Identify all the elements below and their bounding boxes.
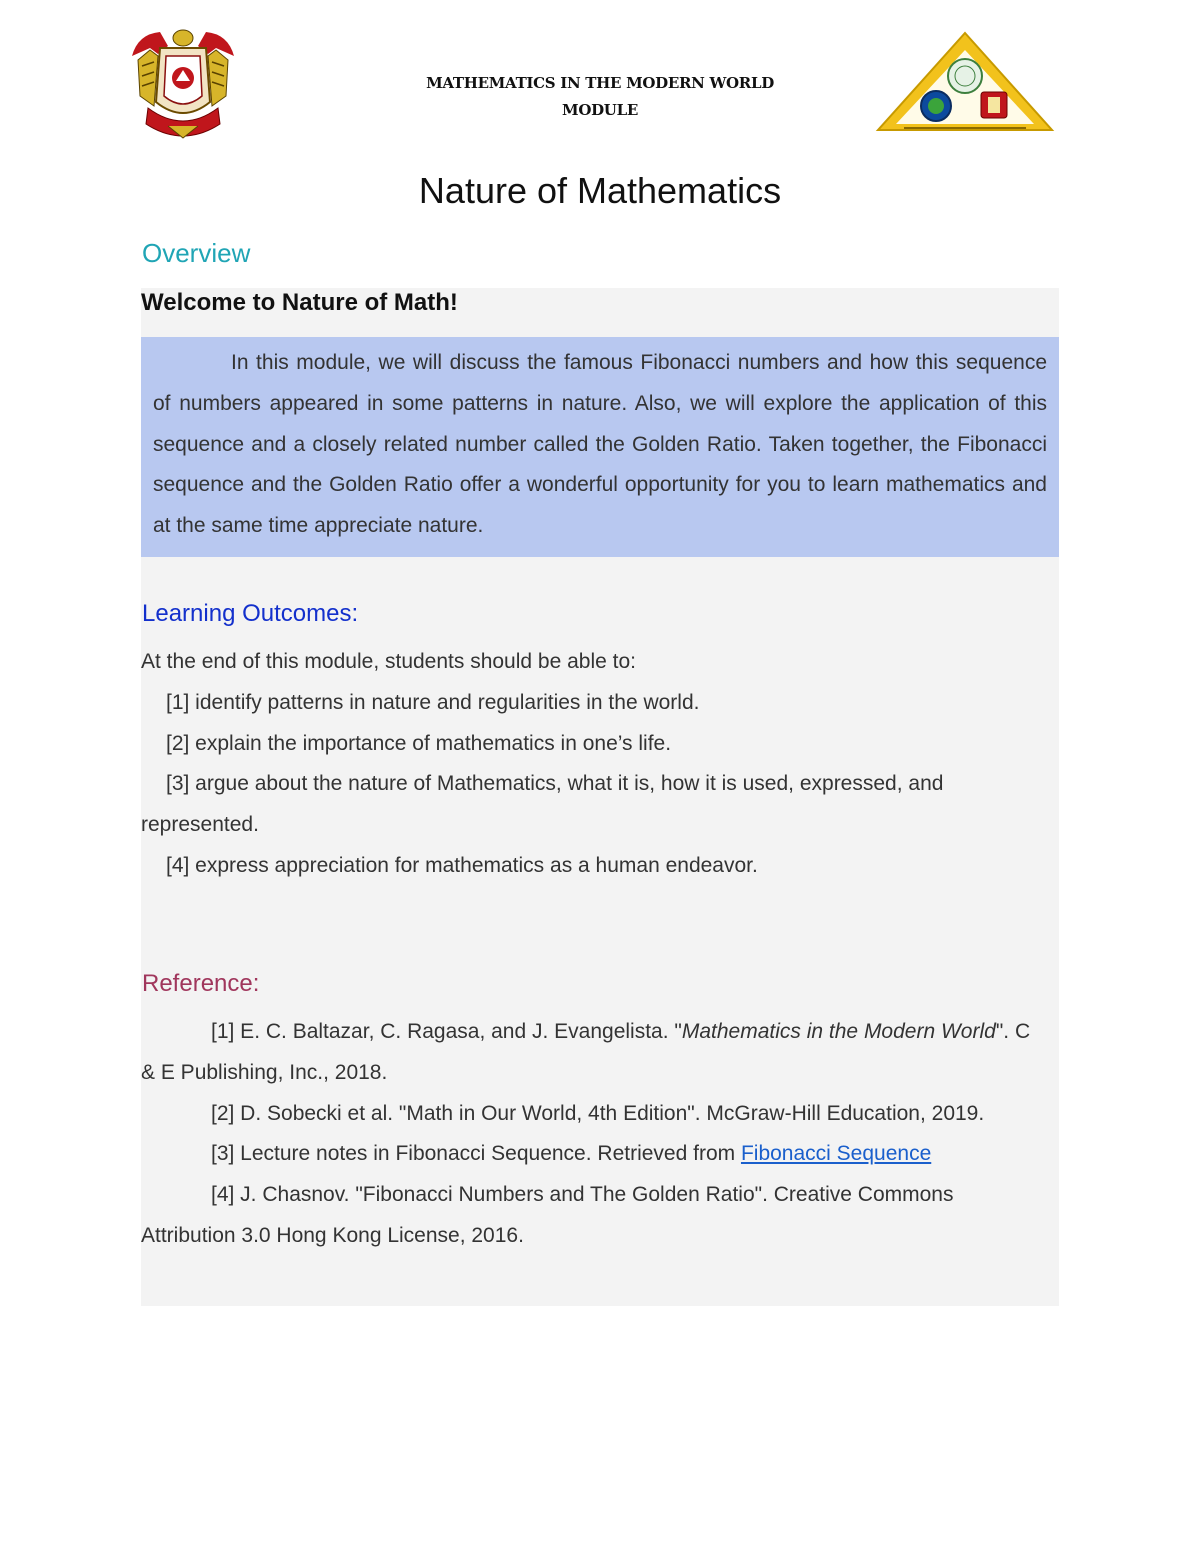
learning-outcomes-list (141, 642, 1046, 887)
module-header (400, 70, 800, 124)
overview-heading: Overview (142, 238, 251, 268)
outcome-item: [2] explain the importance of mathematics in one’s life. (166, 731, 672, 755)
reference-item-4: [4] J. Chasnov. "Fibonacci Numbers and The Golden Ratio". Creative Commons Attribution 3.0 Hong Kong License, 2016. (141, 1183, 954, 1247)
reference-list (141, 1012, 1046, 1257)
intro-paragraph: In this module, we will discuss the famous Fibonacci numbers and how this sequence of numbers appeared in some patterns in nature. Also, we will explore the application of this sequence and a closely related number called the Golden Ratio. Taken together, the Fibonacci sequence and the Golden Ratio offer a wonderful opportunity for you to learn mathematics and at the same time appreciate nature. (153, 351, 1047, 538)
university-eagle-seal-icon (128, 26, 238, 144)
reference-item-3: [3] Lecture notes in Fibonacci Sequence. Retrieved from Fibonacci Sequence (211, 1142, 932, 1166)
header-line-1: MATHEMATICS IN THE MODERN WORLD (426, 74, 774, 92)
outcome-item: [1] identify patterns in nature and regularities in the world. (166, 690, 700, 714)
page-title: Nature of Mathematics (418, 170, 782, 211)
reference-heading: Reference: (142, 970, 260, 997)
outcome-item: [4] express appreciation for mathematics as a human endeavor. (166, 853, 758, 877)
intro-callout (141, 337, 1059, 557)
learning-outcomes-heading: Learning Outcomes: (142, 600, 359, 627)
learning-outcomes-lead: At the end of this module, students should be able to: (141, 650, 636, 673)
header-line-2: MODULE (562, 101, 638, 119)
welcome-heading: Welcome to Nature of Math! (141, 289, 458, 316)
reference-item-1: [1] E. C. Baltazar, C. Ragasa, and J. Evangelista. "Mathematics in the Modern World". C & E Publishing, Inc., 2018. (141, 1020, 1031, 1084)
college-triangle-seal-icon (874, 30, 1056, 134)
outcome-item: [3] argue about the nature of Mathematics, what it is, how it is used, expressed, and represented. (141, 772, 944, 837)
reference-item-2: [2] D. Sobecki et al. "Math in Our World, 4th Edition". McGraw-Hill Education, 2019. (211, 1101, 985, 1125)
fibonacci-sequence-link[interactable]: Fibonacci Sequence (740, 1142, 932, 1166)
